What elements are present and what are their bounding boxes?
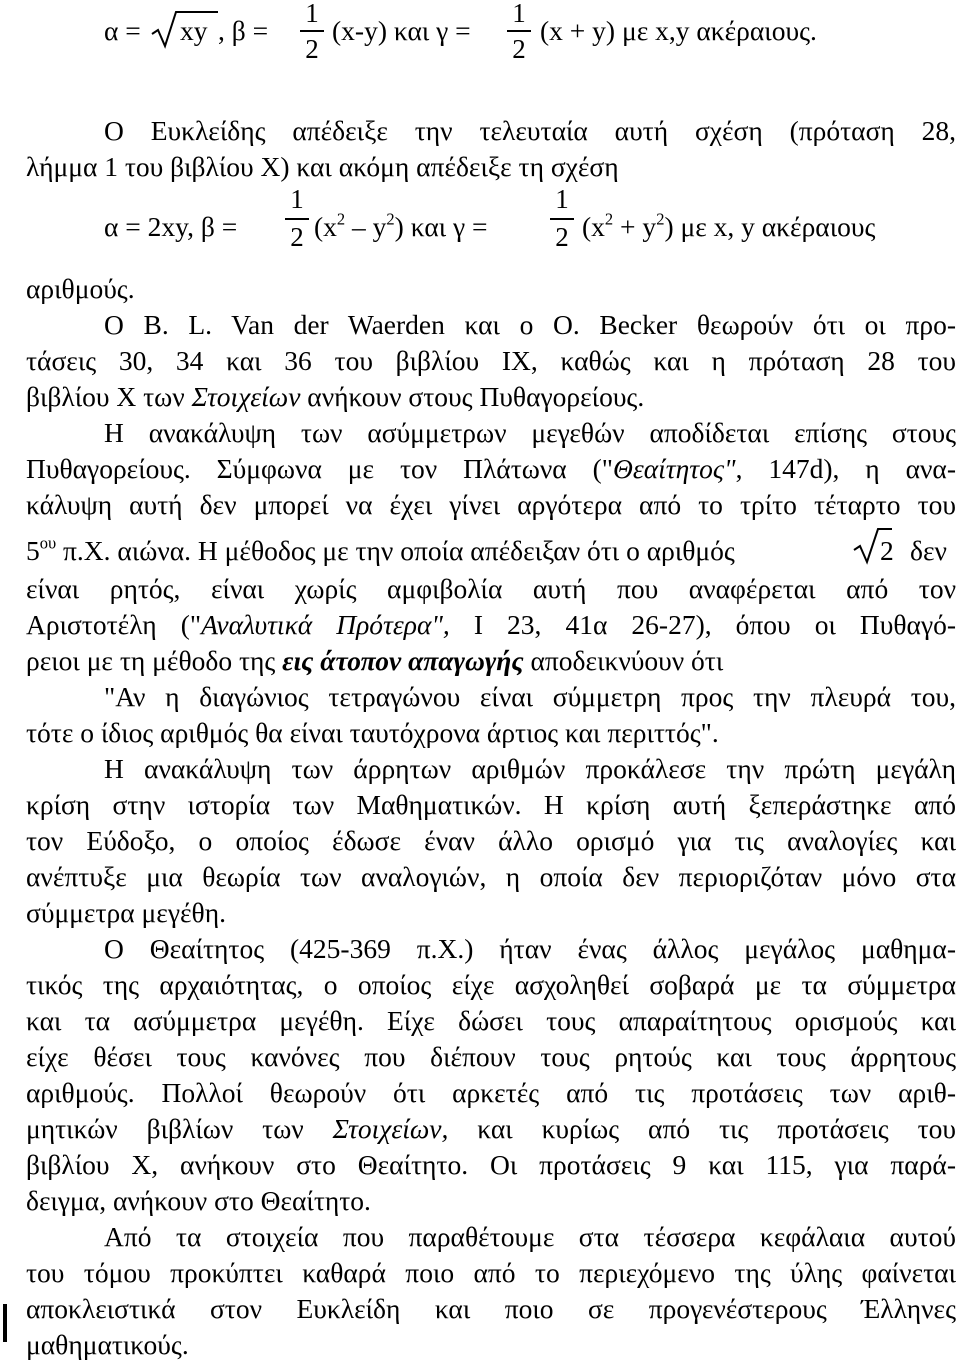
- f2-exp4: 2: [656, 209, 665, 229]
- para3-line2: [26, 452, 956, 486]
- para5-line6: [26, 1112, 956, 1146]
- para1-line2: λήμμα 1 του βιβλίου Χ) και ακόμη απέδειξε τη σχέση: [26, 151, 619, 182]
- para4-line2: κρίση στην ιστορία των Μαθηματικών. Η κρίση αυτή ξεπεράστηκε από: [26, 789, 956, 820]
- p3-l6a: Αριστοτέλη (": [26, 609, 202, 640]
- para6-line4: μαθηματικούς.: [26, 1329, 189, 1360]
- frac1-numerator: 1: [305, 0, 319, 28]
- change-bar: [3, 1304, 7, 1342]
- para2-line3: [26, 380, 956, 414]
- p3-l4a: 5: [26, 535, 40, 566]
- p3-l6b: Ι 23, 41α 26-27), όπου οι Πυθαγό-: [449, 609, 956, 640]
- f2-part1a: (x: [314, 211, 337, 242]
- f2-part1c: ) και γ =: [394, 211, 488, 242]
- p2-l3a: βιβλίου Χ των: [26, 381, 192, 412]
- f2-frac1-numerator: 1: [290, 184, 304, 214]
- p3-l2-italic: Θεαίτητος": [613, 453, 736, 484]
- p3-l2b: , 147d), η ανα-: [735, 453, 956, 484]
- frac2-denominator: 2: [512, 34, 526, 64]
- f2-part2c: ) με x, y ακέραιους: [664, 211, 876, 242]
- para2-line1: Ο B. L. Van der Waerden και ο O. Becker θεωρούν ότι οι προ-: [104, 309, 956, 340]
- formula1-beta-rhs: (x-y) και γ =: [332, 15, 471, 46]
- formula1-beta-lhs: , β =: [218, 15, 269, 46]
- f2-frac2-numerator: 1: [555, 184, 569, 214]
- para3-line1: Η ανακάλυψη των ασύμμετρων μεγεθών αποδίδεται επίσης στους: [104, 417, 956, 448]
- p2-l3-italic: Στοιχείων: [191, 381, 301, 412]
- frac2-bar: [507, 30, 531, 32]
- p3-l6-italic: Αναλυτικά Πρότερα",: [201, 609, 450, 640]
- para6-line3: αποκλειστικά στον Ευκλείδη και ποιο σε προγενέστερους Έλληνες: [26, 1293, 956, 1324]
- after-formula-text: αριθμούς.: [26, 273, 135, 304]
- f2-frac2-bar: [550, 218, 574, 220]
- f2-exp2: 2: [386, 209, 395, 229]
- para1-line1: Ο Ευκλείδης απέδειξε την τελευταία αυτή σχέση (πρόταση 28,: [104, 115, 956, 146]
- p3-l4-sup: ου: [39, 533, 57, 553]
- p5-l6-italic: Στοιχείων,: [332, 1113, 449, 1144]
- p3-l2a: Πυθαγορείους. Σύμφωνα με τον Πλάτωνα (": [26, 453, 613, 484]
- para5-line8: δειγμα, ανήκουν στο Θεαίτητο.: [26, 1185, 371, 1216]
- para6-line2: του τόμου προκύπτει καθαρά ποιο από το περιεχόμενο της ύλης φαίνεται: [26, 1257, 956, 1288]
- f2-part2a: (x: [582, 211, 605, 242]
- para3-line9: τότε ο ίδιος αριθμός θα είναι ταυτόχρονα άρτιος και περιττός".: [26, 717, 719, 748]
- para3-line4-end: δεν: [910, 535, 947, 566]
- f2-part2b: + y: [613, 211, 657, 242]
- para5-line5: αριθμούς. Πολλοί θεωρούν ότι αρκετές από τις προτάσεις των αριθ-: [26, 1077, 956, 1108]
- para5-line1: Ο Θεαίτητος (425-369 π.Χ.) ήταν ένας άλλος μεγάλος μαθημα-: [104, 933, 956, 964]
- p3-l4b: π.Χ. αιώνα. Η μέθοδος με την οποία απέδειξαν ότι ο αριθμός: [56, 535, 735, 566]
- formula2-part2: [582, 210, 875, 244]
- f2-part1b: – y: [345, 211, 387, 242]
- para3-line7: [26, 644, 956, 678]
- para3-line6: [26, 608, 956, 642]
- p2-l3b: ανήκουν στους Πυθαγορείους.: [300, 381, 645, 412]
- para5-line4: είχε θέσει τους κανόνες που διέπουν τους ρητούς και τους άρρητους: [26, 1041, 956, 1072]
- f2-exp1: 2: [336, 209, 346, 229]
- f2-exp3: 2: [604, 209, 614, 229]
- para3-line3: κάλυψη αυτή δεν μπορεί να έχει γίνει αργότερα από το τρίτο τέταρτο του: [26, 489, 956, 520]
- para3-line4: [26, 534, 956, 568]
- frac1-denominator: 2: [305, 34, 319, 64]
- para4-line3: τον Εύδοξο, ο οποίος έδωσε έναν άλλο ορισμό για τις αναλογίες και: [26, 825, 956, 856]
- formula1-gamma-rhs: (x + y) με x,y ακέραιους.: [540, 15, 817, 46]
- para5-line3: και τα ασύμμετρα μεγέθη. Είχε δώσει τους απαραίτητους ορισμούς και: [26, 1005, 956, 1036]
- formula1-alpha-radicand: xy: [180, 15, 208, 46]
- p3-l7c: αποδεικνύουν ότι: [523, 645, 724, 676]
- para3-line8: "Αν η διαγώνιος τετραγώνου είναι σύμμετρη προς την πλευρά του,: [104, 681, 956, 712]
- frac1-bar: [300, 30, 324, 32]
- para6-line1: Από τα στοιχεία που παραθέτουμε στα τέσσερα κεφάλαια αυτού: [104, 1221, 956, 1252]
- formula1-alpha-lhs: α =: [104, 15, 141, 46]
- f2-frac2-denominator: 2: [555, 222, 569, 252]
- p3-l7-bold-italic: εις άτοπον απαγωγής: [282, 645, 524, 676]
- para5-line7: βιβλίου Χ, ανήκουν στο Θεαίτητο. Οι προτάσεις 9 και 115, για παρά-: [26, 1149, 956, 1180]
- para4-line1: Η ανακάλυψη των άρρητων αριθμών προκάλεσε την πρώτη μεγάλη: [104, 753, 956, 784]
- formula2-alpha: α = 2xy, β =: [104, 211, 238, 242]
- f2-frac1-denominator: 2: [290, 222, 304, 252]
- para4-line5: σύμμετρα μεγέθη.: [26, 897, 226, 928]
- frac2-numerator: 1: [512, 0, 526, 28]
- f2-frac1-bar: [285, 218, 309, 220]
- p3-l7a: ρειοι με τη μέθοδο της: [26, 645, 283, 676]
- p5-l6a: μητικών βιβλίων των: [26, 1113, 333, 1144]
- formula2-part1: [314, 210, 488, 244]
- p5-l6b: και κυρίως από τις προτάσεις του: [448, 1113, 956, 1144]
- para5-line2: τικός της αρχαιότητας, ο οποίος είχε ασχοληθεί σοβαρά με τα σύμμετρα: [26, 969, 956, 1000]
- para3-line5: είναι ρητός, είναι χωρίς αμφιβολία αυτή που αναφέρεται από τον: [26, 573, 956, 604]
- sqrt2-radicand: 2: [880, 535, 894, 566]
- para4-line4: ανέπτυξε μια θεωρία των αναλογιών, η οποία δεν περιοριζόταν μόνο στα: [26, 861, 956, 892]
- para2-line2: τάσεις 30, 34 και 36 του βιβλίου ΙΧ, καθώς και η πρόταση 28 του: [26, 345, 956, 376]
